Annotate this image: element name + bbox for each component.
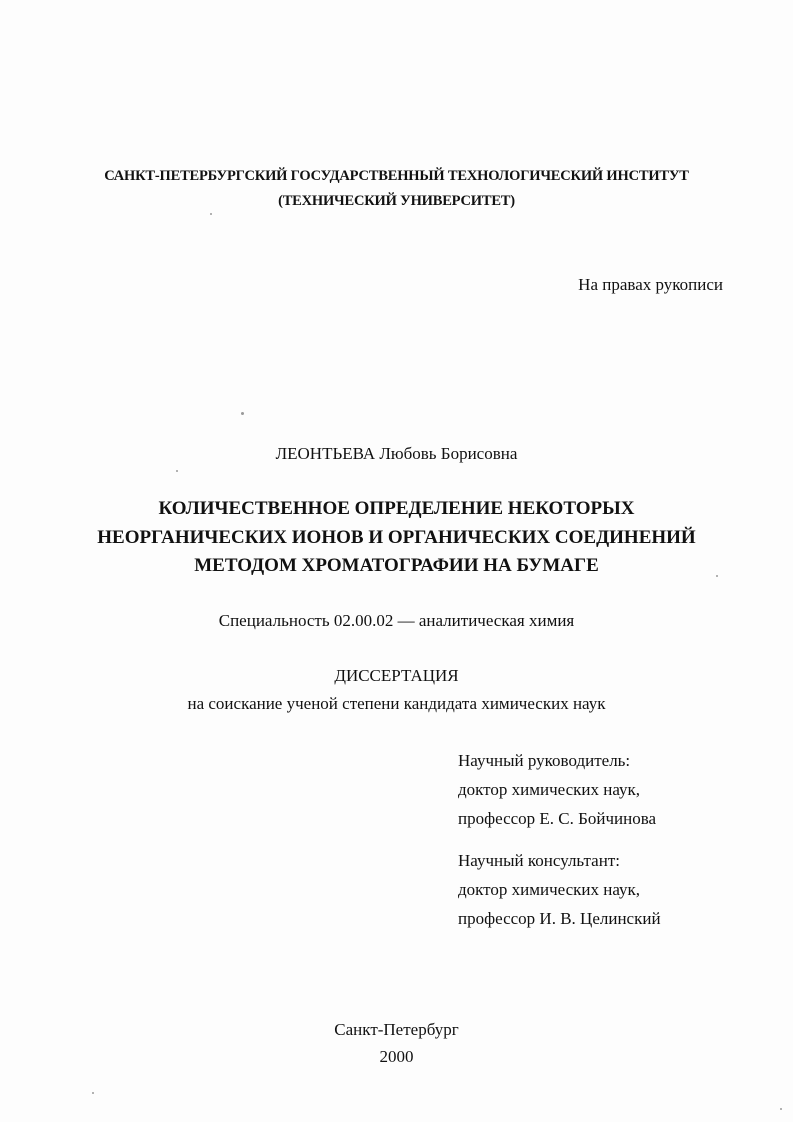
work-type-heading: ДИССЕРТАЦИЯ [334, 666, 459, 685]
institution-subtitle: (ТЕХНИЧЕСКИЙ УНИВЕРСИТЕТ) [278, 193, 515, 209]
scan-speck [716, 575, 718, 577]
consultant-name: профессор И. В. Целинский [458, 909, 661, 928]
scan-speck [780, 1108, 782, 1110]
consultant-degree: доктор химических наук, [458, 880, 641, 899]
supervisor-label: Научный руководитель: [458, 751, 631, 770]
institution-name: САНКТ-ПЕТЕРБУРГСКИЙ ГОСУДАРСТВЕННЫЙ ТЕХНОЛОГИЧЕСКИЙ ИНСТИТУТ [104, 168, 689, 184]
footer-city: Санкт-Петербург [334, 1020, 459, 1039]
thesis-title-line-2: НЕОРГАНИЧЕСКИХ ИОНОВ И ОРГАНИЧЕСКИХ СОЕДИНЕНИЙ [97, 527, 696, 548]
manuscript-note: На правах рукописи [578, 275, 723, 294]
consultant-block [458, 846, 661, 933]
supervisor-name: профессор Е. С. Бойчинова [458, 809, 657, 828]
scan-speck [92, 1092, 94, 1094]
consultant-label: Научный консультант: [458, 851, 620, 870]
scan-speck [241, 412, 244, 415]
supervisor-block [458, 746, 656, 833]
thesis-title-line-1: КОЛИЧЕСТВЕННОЕ ОПРЕДЕЛЕНИЕ НЕКОТОРЫХ [158, 498, 635, 519]
work-type-subheading: на соискание ученой степени кандидата химических наук [187, 694, 606, 713]
scan-speck [176, 470, 178, 472]
author-name: ЛЕОНТЬЕВА Любовь Борисовна [275, 444, 518, 463]
specialty: Специальность 02.00.02 — аналитическая химия [218, 611, 575, 630]
supervisor-degree: доктор химических наук, [458, 780, 641, 799]
scan-speck [210, 213, 212, 215]
footer-year: 2000 [379, 1047, 414, 1066]
thesis-title-line-3: МЕТОДОМ ХРОМАТОГРАФИИ НА БУМАГЕ [194, 555, 599, 576]
